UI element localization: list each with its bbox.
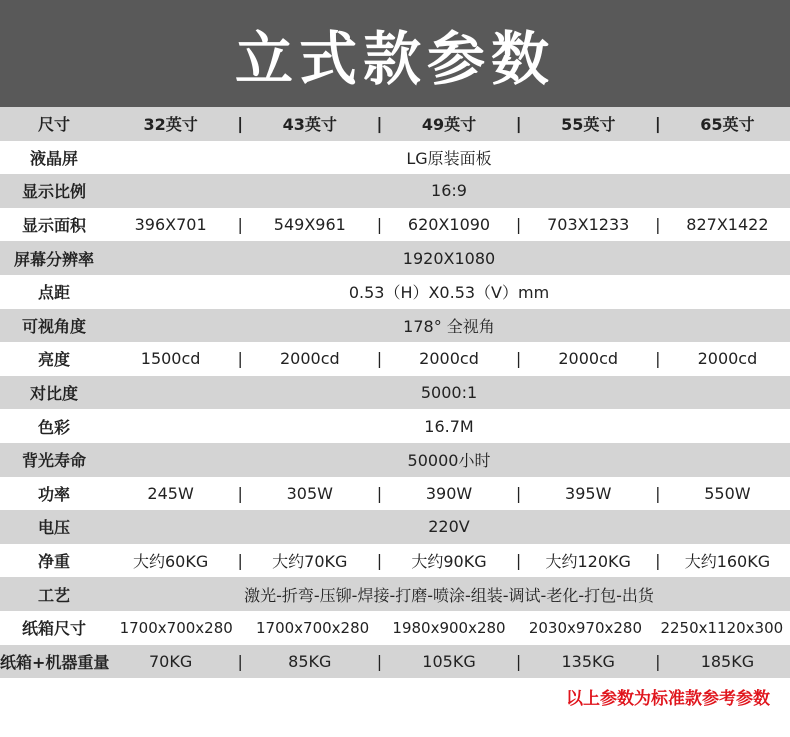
value-cell: 2250x1120x300 (660, 618, 784, 637)
row-label: 液晶屏 (29, 148, 78, 168)
value-cell: 550W (704, 483, 751, 503)
row-label: 点距 (37, 283, 70, 303)
separator: | (655, 215, 661, 235)
row-label: 电压 (37, 518, 70, 538)
separator: | (655, 349, 661, 369)
separator: | (515, 349, 522, 369)
separator: | (654, 114, 661, 134)
row-value: 激光-折弯-压铆-焊接-打磨-喷涂-组装-调试-老化-打包-出货 (244, 585, 654, 605)
row-value: 5000:1 (420, 383, 478, 403)
value-cell: 185KG (700, 651, 755, 671)
row-value: 220V (428, 517, 470, 537)
value-cell: 2000cd (558, 349, 619, 369)
value-cell: 大约160KG (684, 552, 771, 572)
separator: | (515, 551, 522, 571)
table-row-net-weight (0, 544, 790, 578)
value-cell: 1700x700x280 (119, 618, 233, 637)
separator: | (376, 215, 383, 235)
row-value: 0.53（H）X0.53（V）mm (348, 283, 550, 303)
value-cell: 大约60KG (132, 552, 209, 572)
separator: | (515, 114, 522, 134)
value-cell: 大约90KG (411, 552, 487, 572)
value-cell: 549X961 (273, 215, 346, 235)
value-cell: 245W (147, 483, 194, 503)
table-row-life (0, 443, 790, 477)
separator: | (237, 215, 243, 235)
value-cell: 135KG (561, 651, 615, 671)
value-cell: 703X1233 (547, 215, 630, 235)
value-cell: 大约120KG (545, 552, 631, 572)
row-label: 色彩 (37, 417, 70, 437)
table-row-power (0, 477, 790, 511)
value-cell: 1980x900x280 (392, 618, 506, 637)
table-row-color (0, 409, 790, 443)
row-label: 背光寿命 (21, 451, 86, 471)
table-row-pitch (0, 275, 790, 309)
row-value: LG原装面板 (406, 148, 492, 168)
value-cell: 2000cd (279, 349, 340, 369)
row-value: 16.7M (424, 416, 474, 436)
row-label: 可视角度 (21, 316, 86, 336)
value-cell: 827X1422 (686, 215, 769, 235)
size-cell: 55英寸 (561, 115, 616, 135)
value-cell: 396X701 (134, 215, 207, 235)
table-row-carton (0, 611, 790, 645)
value-cell: 395W (565, 483, 612, 503)
table-row-size (0, 107, 790, 141)
size-cell: 65英寸 (700, 115, 755, 135)
value-cell: 390W (425, 483, 473, 503)
value-cell: 70KG (148, 651, 193, 671)
row-value: 50000小时 (407, 451, 491, 471)
value-cell: 85KG (288, 651, 332, 671)
table-row-angle (0, 309, 790, 343)
footnote: 以上参数为标准款参考参数 (566, 689, 770, 709)
value-cell: 2000cd (697, 349, 758, 369)
separator: | (237, 651, 243, 671)
value-cell: 1500cd (140, 349, 201, 369)
separator: | (515, 483, 522, 503)
separator: | (376, 349, 383, 369)
row-label: 对比度 (29, 384, 78, 404)
separator: | (237, 114, 244, 134)
table-row-process (0, 577, 790, 611)
table-row-gross-weight (0, 645, 790, 679)
size-cell: 32英寸 (143, 115, 198, 135)
row-label: 工艺 (37, 585, 70, 605)
value-cell: 305W (286, 483, 333, 503)
row-value: 1920X1080 (402, 248, 496, 268)
row-label: 纸箱尺寸 (21, 619, 86, 639)
row-label: 净重 (37, 552, 70, 572)
value-cell: 大约70KG (272, 552, 348, 572)
table-row-ratio (0, 174, 790, 208)
row-label: 屏幕分辨率 (13, 249, 94, 269)
separator: | (655, 651, 661, 671)
row-label: 功率 (37, 484, 70, 504)
value-cell: 105KG (422, 651, 476, 671)
separator: | (237, 349, 243, 369)
separator: | (376, 483, 383, 503)
row-value: 16:9 (431, 181, 467, 201)
separator: | (376, 651, 383, 671)
separator: | (655, 483, 661, 503)
row-label: 亮度 (37, 350, 70, 370)
separator: | (237, 483, 243, 503)
value-cell: 620X1090 (407, 215, 491, 235)
row-value: 178° 全视角 (403, 316, 495, 336)
title-banner (0, 0, 790, 107)
table-row-panel (0, 141, 790, 175)
separator: | (515, 651, 522, 671)
table-row-contrast (0, 376, 790, 410)
separator: | (655, 551, 661, 571)
separator: | (237, 551, 243, 571)
separator: | (515, 215, 522, 235)
row-label: 纸箱+机器重量 (0, 652, 110, 672)
value-cell: 2000cd (419, 349, 479, 369)
row-label: 显示比例 (21, 182, 86, 202)
table-row-brightness (0, 342, 790, 376)
page-title: 立式款参数 (234, 24, 555, 93)
value-cell: 2030x970x280 (528, 618, 643, 637)
size-cell: 49英寸 (421, 115, 477, 135)
spec-table (0, 107, 790, 678)
row-label: 显示面积 (21, 216, 86, 236)
size-cell: 43英寸 (282, 115, 337, 135)
table-row-voltage (0, 510, 790, 544)
table-row-resolution (0, 241, 790, 275)
separator: | (376, 114, 383, 134)
separator: | (376, 551, 383, 571)
table-row-area (0, 208, 790, 242)
row-label: 尺寸 (37, 115, 70, 135)
value-cell: 1700x700x280 (256, 618, 370, 637)
